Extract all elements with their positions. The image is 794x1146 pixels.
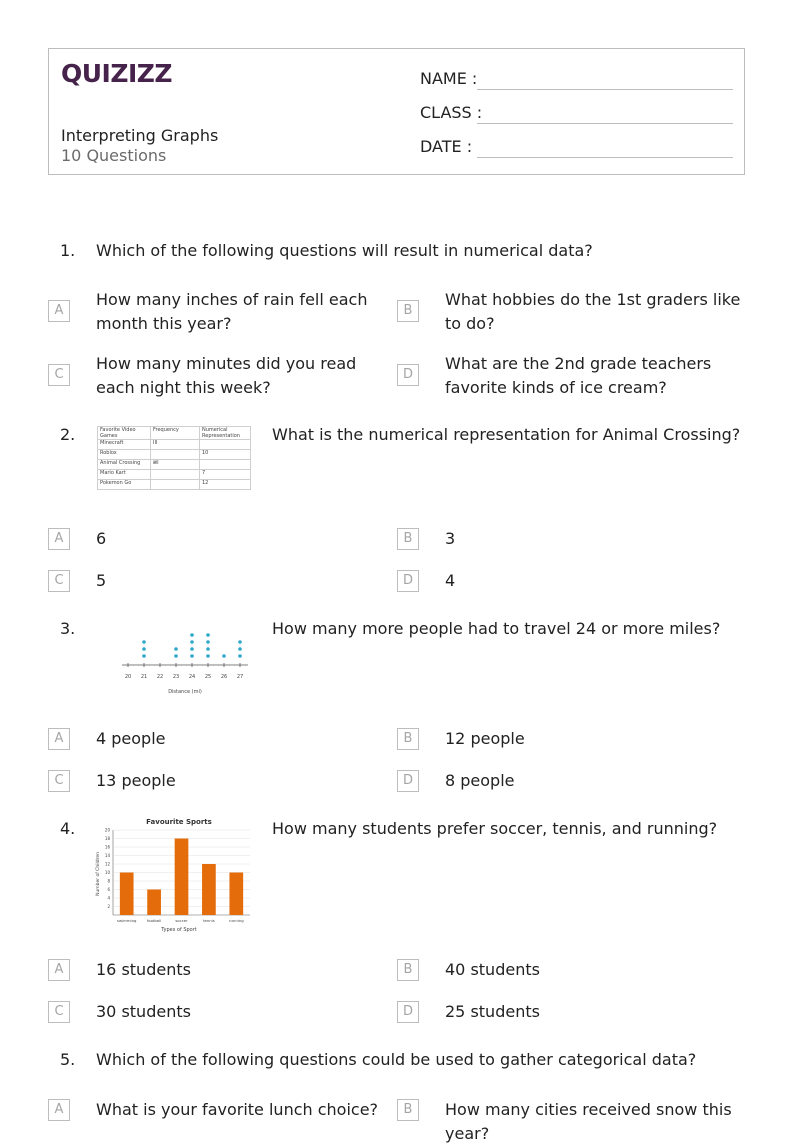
dot-plot-dot	[206, 654, 210, 658]
dot-plot-dot	[174, 654, 178, 658]
option-b-text: How many cities received snow this year?	[445, 1100, 732, 1143]
bar-chart-bar	[229, 873, 243, 916]
question-number: 2.	[60, 425, 76, 444]
option-c-box[interactable]: C	[48, 364, 70, 386]
option-a-text: 4 people	[96, 729, 166, 748]
option-a-text: 16 students	[96, 960, 191, 979]
class-field[interactable]	[477, 123, 733, 124]
dot-plot-x-label: Distance (mi)	[168, 689, 202, 695]
table-cell: 7	[200, 470, 251, 480]
option-a-text: 6	[96, 529, 107, 548]
dot-plot-dot	[222, 654, 226, 658]
bar-chart-category-label: soccer	[175, 918, 188, 923]
question-number: 4.	[60, 819, 76, 838]
bar-chart-y-tick-label: 4	[107, 895, 110, 901]
option-b-text: 40 students	[445, 960, 540, 979]
option-a-box[interactable]: A	[48, 728, 70, 750]
table-cell	[200, 460, 251, 470]
dot-plot-dot	[238, 654, 242, 658]
question-text: Which of the following questions could be used to gather categorical data?	[96, 1050, 697, 1069]
option-d-box[interactable]: D	[397, 570, 419, 592]
table-header-cell: Frequency	[151, 427, 200, 440]
bar-chart-y-tick-label: 14	[104, 853, 110, 858]
option-d-text: What are the 2nd grade teachers favorite kinds of ice cream?	[445, 354, 712, 397]
bar-chart-y-tick-label: 10	[104, 870, 110, 875]
bar-chart-y-label: Number of Children	[96, 852, 101, 896]
table-cell: Pokemon Go	[98, 480, 151, 490]
table-cell: 𝍸I	[151, 460, 200, 470]
bar-chart-category-label: tennis	[203, 918, 215, 923]
bar-chart	[93, 814, 255, 936]
option-d-text: 25 students	[445, 1002, 540, 1021]
option-b-text: 12 people	[445, 729, 525, 748]
option-b-box[interactable]: B	[397, 300, 419, 322]
bar-chart-category-label: swimming	[116, 918, 137, 923]
name-field[interactable]	[477, 89, 733, 90]
option-c-text: 5	[96, 571, 107, 590]
option-c-box[interactable]: C	[48, 570, 70, 592]
dot-plot-dot	[190, 647, 194, 651]
bar-chart-y-tick-label: 18	[104, 836, 110, 841]
option-b-text: What hobbies do the 1st graders like to do?	[445, 290, 741, 333]
name-label: NAME :	[420, 69, 478, 88]
question-number: 3.	[60, 619, 76, 638]
bar-chart-category-label: football	[146, 918, 162, 923]
option-b-box[interactable]: B	[397, 1099, 419, 1121]
dot-plot-tick-label: 20	[124, 674, 132, 680]
table-row	[98, 480, 251, 490]
option-c-box[interactable]: C	[48, 770, 70, 792]
option-d-box[interactable]: D	[397, 770, 419, 792]
dot-plot-tick-label: 23	[172, 674, 180, 680]
option-b-box[interactable]: B	[397, 528, 419, 550]
option-d-box[interactable]: D	[397, 1001, 419, 1023]
table-row	[98, 470, 251, 480]
date-field[interactable]	[477, 157, 733, 158]
worksheet-title: Interpreting Graphs	[61, 126, 219, 145]
bar-chart-bar	[175, 839, 189, 916]
question-text: Which of the following questions will result in numerical data?	[96, 241, 593, 260]
bar-chart-y-tick-label: 16	[104, 844, 110, 850]
option-a-box[interactable]: A	[48, 300, 70, 322]
bar-chart-category-label: running	[228, 918, 244, 923]
bar-chart-title: Favourite Sports	[146, 818, 212, 826]
table-cell	[151, 480, 200, 490]
dot-plot-dot	[142, 654, 146, 658]
table-row	[98, 460, 251, 470]
question-text: What is the numerical representation for Animal Crossing?	[272, 425, 741, 444]
dot-plot-tick-label: 22	[156, 674, 164, 680]
frequency-table	[97, 426, 251, 490]
bar-chart-bar	[202, 864, 216, 915]
bar-chart-y-tick-label: 6	[107, 887, 110, 892]
table-cell	[200, 440, 251, 450]
bar-chart-y-tick-label: 8	[107, 878, 110, 884]
dot-plot-tick-label: 27	[236, 674, 244, 680]
option-b-box[interactable]: B	[397, 728, 419, 750]
question-count: 10 Questions	[61, 146, 167, 165]
table-header-row	[98, 427, 251, 440]
bar-chart-y-tick-label: 12	[104, 861, 110, 867]
option-b-text: 3	[445, 529, 456, 548]
table-cell: 12	[200, 480, 251, 490]
dot-plot-dot	[190, 633, 194, 637]
dot-plot-dot	[142, 640, 146, 644]
dot-plot-tick-label: 25	[204, 674, 212, 680]
bar-chart-y-tick-label: 2	[107, 904, 110, 909]
option-d-box[interactable]: D	[397, 364, 419, 386]
option-a-box[interactable]: A	[48, 1099, 70, 1121]
table-cell	[151, 450, 200, 460]
dot-plot-dot	[238, 647, 242, 651]
question-text: How many students prefer soccer, tennis, and running?	[272, 819, 718, 838]
table-header-cell: Numerical Representation	[200, 427, 251, 440]
date-label: DATE :	[420, 137, 473, 156]
dot-plot-dot	[174, 647, 178, 651]
table-row	[98, 450, 251, 460]
table-cell	[151, 470, 200, 480]
dot-plot-tick-label: 21	[140, 674, 148, 680]
table-cell: Mario Kart	[98, 470, 151, 480]
option-c-text: 30 students	[96, 1002, 191, 1021]
dot-plot-dot	[206, 647, 210, 651]
question-text: How many more people had to travel 24 or more miles?	[272, 619, 721, 638]
option-b-box[interactable]: B	[397, 959, 419, 981]
table-cell: Animal Crossing	[98, 460, 151, 470]
option-a-text: What is your favorite lunch choice?	[96, 1100, 379, 1119]
question-number: 5.	[60, 1050, 76, 1069]
class-label: CLASS :	[420, 103, 483, 122]
table-cell: 10	[200, 450, 251, 460]
dot-plot-dot	[142, 647, 146, 651]
dot-plot-tick-label: 24	[188, 674, 196, 680]
option-a-box[interactable]: A	[48, 959, 70, 981]
dot-plot-dot	[206, 640, 210, 644]
option-c-text: How many minutes did you read each night this week?	[96, 354, 357, 397]
worksheet-header	[48, 48, 745, 175]
option-c-text: 13 people	[96, 771, 176, 790]
option-a-text: How many inches of rain fell each month this year?	[96, 290, 368, 333]
dot-plot-tick-label: 26	[220, 674, 228, 680]
option-c-box[interactable]: C	[48, 1001, 70, 1023]
dot-plot-dot	[238, 640, 242, 644]
table-cell: Roblox	[98, 450, 151, 460]
table-cell: III	[151, 440, 200, 450]
bar-chart-bar	[120, 873, 134, 916]
option-a-box[interactable]: A	[48, 528, 70, 550]
dot-plot-chart	[118, 628, 253, 698]
option-d-text: 8 people	[445, 771, 515, 790]
table-header-cell: Favorite Video Games	[98, 427, 151, 440]
question-number: 1.	[60, 241, 76, 260]
bar-chart-x-label: Types of Sport	[161, 927, 197, 933]
quizizz-logo: QUIZIZZ	[61, 59, 173, 88]
dot-plot-dot	[190, 640, 194, 644]
option-d-text: 4	[445, 571, 456, 590]
bar-chart-bar	[147, 890, 161, 916]
table-row	[98, 440, 251, 450]
dot-plot-dot	[190, 654, 194, 658]
bar-chart-y-tick-label: 20	[104, 827, 110, 833]
dot-plot-dot	[206, 633, 210, 637]
table-cell: Minecraft	[98, 440, 151, 450]
